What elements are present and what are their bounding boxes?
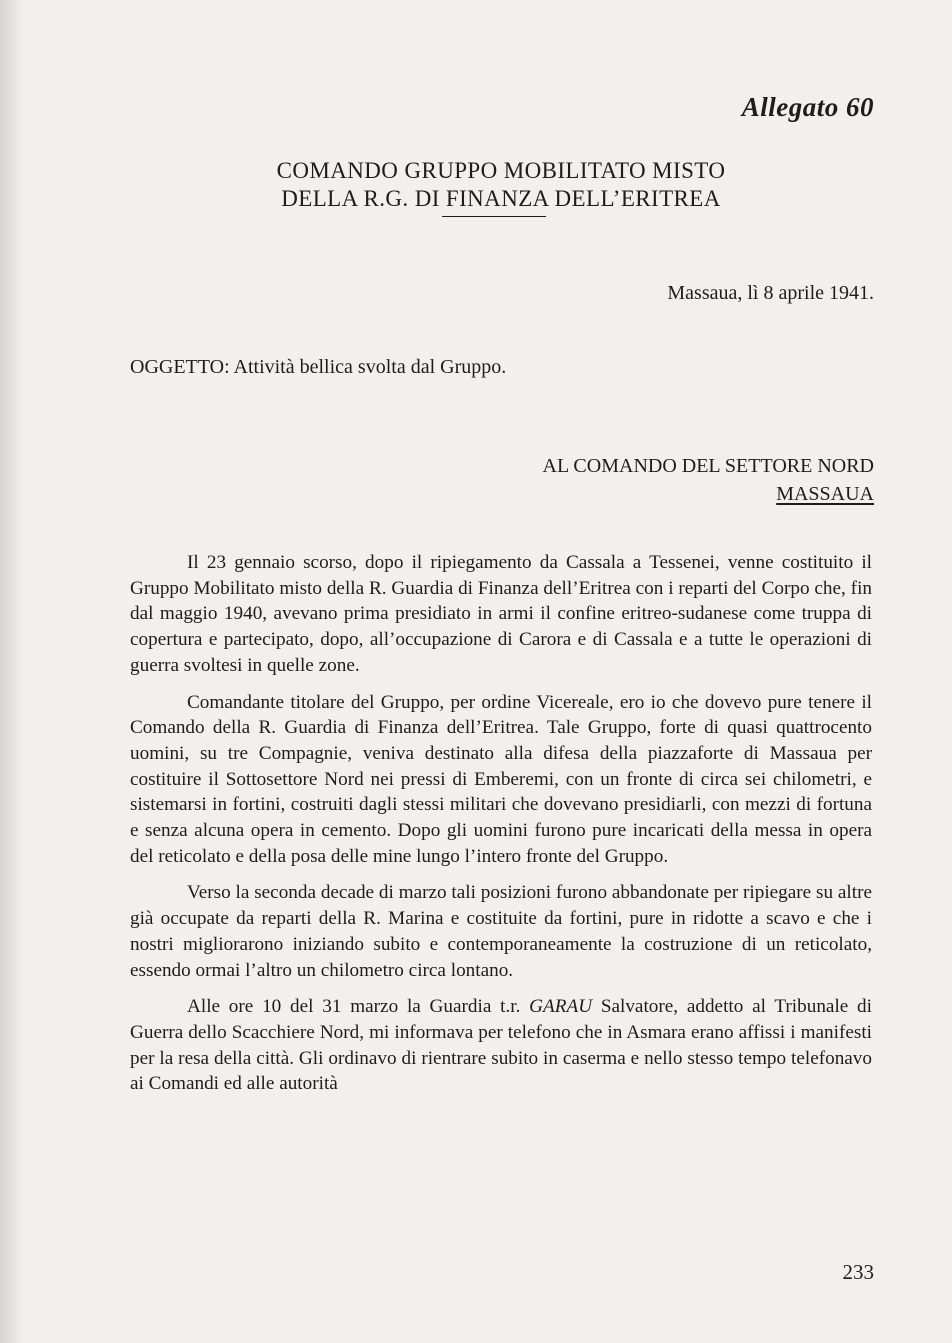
page-number: 233 — [842, 1260, 874, 1284]
paragraph-4-text-start: Alle ore 10 del 31 marzo la Guardia t.r. — [187, 996, 530, 1018]
body-paragraph-3: Verso la seconda decade di marzo tali posizioni furono abbandonate per ripiegare su altre già occupate da reparti della R. Marina e costituite da fortini, pure in ridotte a scavo e che i nostri migliorarono iniziando subito e contemporaneamente la costruzione di un reticolato, essendo ormai l’altro un chilometro circa lontano. — [130, 882, 872, 981]
subject-line: OGGETTO: Attività bellica svolta dal Gruppo. — [130, 356, 507, 378]
date-line: Massaua, lì 8 aprile 1941. — [667, 282, 874, 304]
letter-body — [130, 550, 872, 1108]
addressee-line-1: AL COMANDO DEL SETTORE NORD — [542, 455, 874, 477]
body-paragraph-1: Il 23 gennaio scorso, dopo il ripiegamento da Cassala a Tessenei, venne costituito il Gruppo Mobilitato misto della R. Guardia di Finanza dell’Eritrea con i reparti del Corpo che, fin dal maggio 1940, avevano prima presidiato in armi il confine eritreo-sudanese come truppa di copertura e partecipato, dopo, all’occupazione di Carora e di Cassala e a tutte le operazioni di guerra svoltesi in quelle zone. — [130, 552, 872, 676]
person-name: GARAU — [529, 996, 593, 1018]
body-paragraph-2: Comandante titolare del Gruppo, per ordine Vicereale, ero io che dovevo pure tenere il Comando della R. Guardia di Finanza dell’Eritrea. Tale Gruppo, forte di quasi quattrocento uomini, su tre Compagnie, veniva destinato alla difesa della piazzaforte di Massaua per costituire il Sottosettore Nord nei pressi di Emberemi, con un fronte di circa sei chilometri, e sistemarsi in fortini, costruiti dagli stessi militari che dovevano presidiarli, con mezzi di fortuna e senza alcuna opera in cemento. Dopo gli uomini furono pure incaricati della messa in opera del reticolato e della posa delle mine lungo l’intero fronte del Gruppo. — [130, 691, 872, 867]
heading-divider — [442, 216, 546, 217]
annex-label: Allegato 60 — [741, 92, 874, 122]
paragraph-4-text-end: Salvatore, addetto al Tribunale di Guerra dello Scacchiere Nord, mi informava per telefono che in Asmara erano affissi i manifesti per la resa della città. Gli ordinavo di rientrare subito in caserma e nello stesso tempo telefonavo ai Comandi ed alle autorità — [130, 996, 872, 1095]
page-gutter-shadow — [0, 0, 26, 1343]
heading-line-2: DELLA R.G. DI FINANZA DELL’ERITREA — [281, 186, 721, 211]
document-heading — [130, 157, 872, 213]
addressee-block — [543, 452, 874, 508]
heading-line-1: COMANDO GRUPPO MOBILITATO MISTO — [276, 158, 726, 183]
addressee-line-2: MASSAUA — [776, 483, 874, 505]
body-paragraph-4 — [130, 994, 872, 1097]
